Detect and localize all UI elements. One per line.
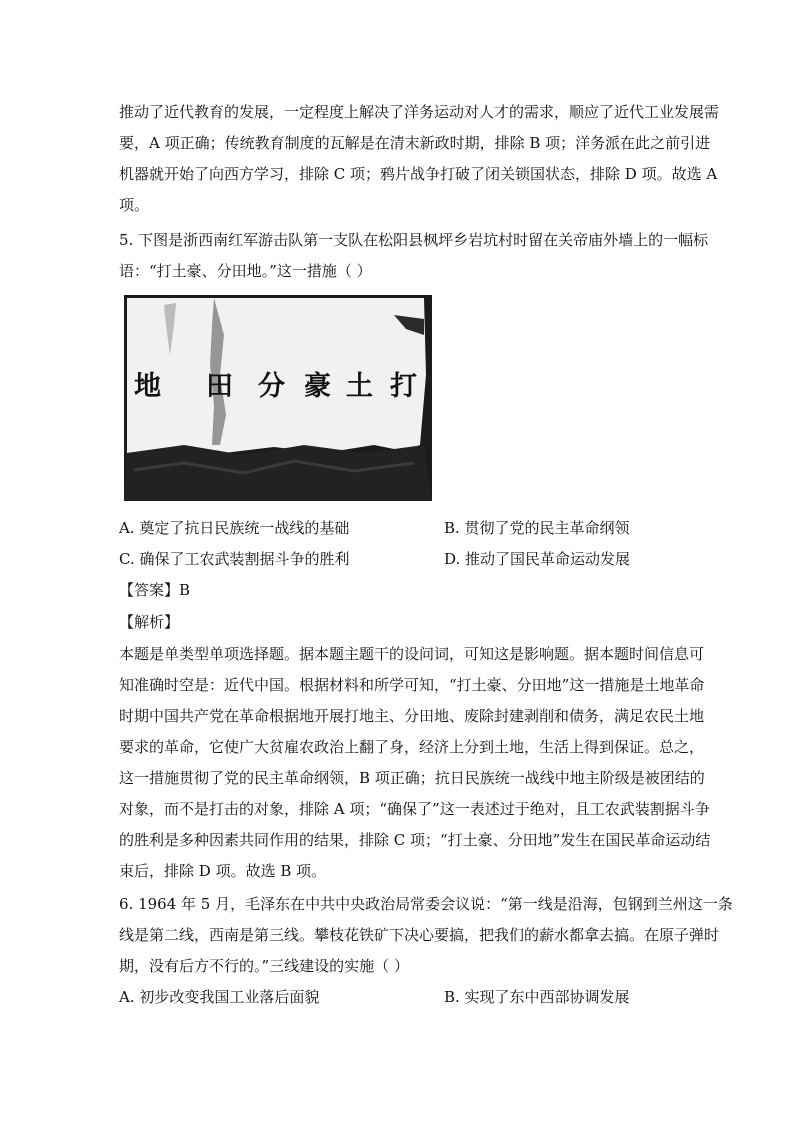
question-6-stem: 线是第二线，西南是第三线。攀枝花铁矿下决心要搞，把我们的薪水都拿去搞。在原子弹时: [119, 926, 720, 944]
analysis-text-line: 项。: [119, 196, 150, 214]
analysis-text-line: 本题是单类型单项选择题。据本题主题干的设问词，可知这是影响题。据本题时间信息可: [119, 645, 705, 663]
analysis-text-line: 机器就开始了向西方学习，排除 C 项；鸦片战争打破了闭关锁国状态，排除 D 项。故选 A: [119, 165, 718, 183]
analysis-text-line: 推动了近代教育的发展，一定程度上解决了洋务运动对人才的需求，顺应了近代工业发展需: [119, 103, 720, 121]
question-5-stem: 语：“打土豪、分田地。”这一措施（ ）: [119, 262, 372, 280]
slogan-char: 土: [346, 371, 373, 402]
slogan-char: 打: [390, 371, 417, 402]
slogan-char: 豪: [304, 371, 331, 402]
slogan-char: 分: [258, 371, 285, 402]
analysis-text-line: 的胜利是多种因素共同作用的结果，排除 C 项；“打土豪、分田地”发生在国民革命运动结: [119, 831, 711, 849]
question-6-stem: 期，没有后方不行的。”三线建设的实施（ ）: [119, 957, 409, 975]
question-6-stem: 6. 1964 年 5 月，毛泽东在中共中央政治局常委会议说：“第一线是沿海，包钢到兰州这一条: [119, 895, 733, 913]
option-a: A. 奠定了抗日民族统一战线的基础: [119, 519, 350, 537]
option-d: D. 推动了国民革命运动发展: [444, 550, 631, 568]
analysis-text-line: 束后，排除 D 项。故选 B 项。: [119, 862, 327, 880]
option-c: C. 确保了工农武装割据斗争的胜利: [119, 550, 350, 568]
option-b: B. 实现了东中西部协调发展: [444, 988, 630, 1006]
slogan-wall-photo: [124, 295, 432, 501]
answer-label: 【答案】B: [119, 581, 191, 599]
analysis-text-line: 要，A 项正确；传统教育制度的瓦解是在清末新政时期，排除 B 项；洋务派在此之前引进: [119, 134, 711, 152]
analysis-text-line: 时期中国共产党在革命根据地开展打地主、分田地、废除封建剥削和债务，满足农民土地: [119, 707, 705, 725]
option-b: B. 贯彻了党的民主革命纲领: [444, 519, 630, 537]
slogan-char: 田: [206, 371, 233, 402]
analysis-heading: 【解析】: [119, 613, 180, 631]
analysis-text-line: 这一措施贯彻了党的民主革命纲领，B 项正确；抗日民族统一战线中地主阶级是被团结的: [119, 769, 705, 787]
analysis-text-line: 对象，而不是打击的对象，排除 A 项；“确保了”这一表述过于绝对，且工农武装割据斗争: [119, 800, 710, 818]
option-a: A. 初步改变我国工业落后面貌: [119, 988, 320, 1006]
analysis-text-line: 知准确时空是：近代中国。根据材料和所学可知，“打土豪、分田地”这一措施是土地革命: [119, 676, 705, 694]
question-5-stem: 5. 下图是浙西南红军游击队第一支队在松阳县枫坪乡岩坑村时留在关帝庙外墙上的一幅标: [119, 231, 709, 249]
analysis-text-line: 要求的革命，它使广大贫雇农政治上翻了身，经济上分到土地，生活上得到保证。总之，: [119, 738, 705, 756]
slogan-char: 地: [134, 371, 161, 402]
